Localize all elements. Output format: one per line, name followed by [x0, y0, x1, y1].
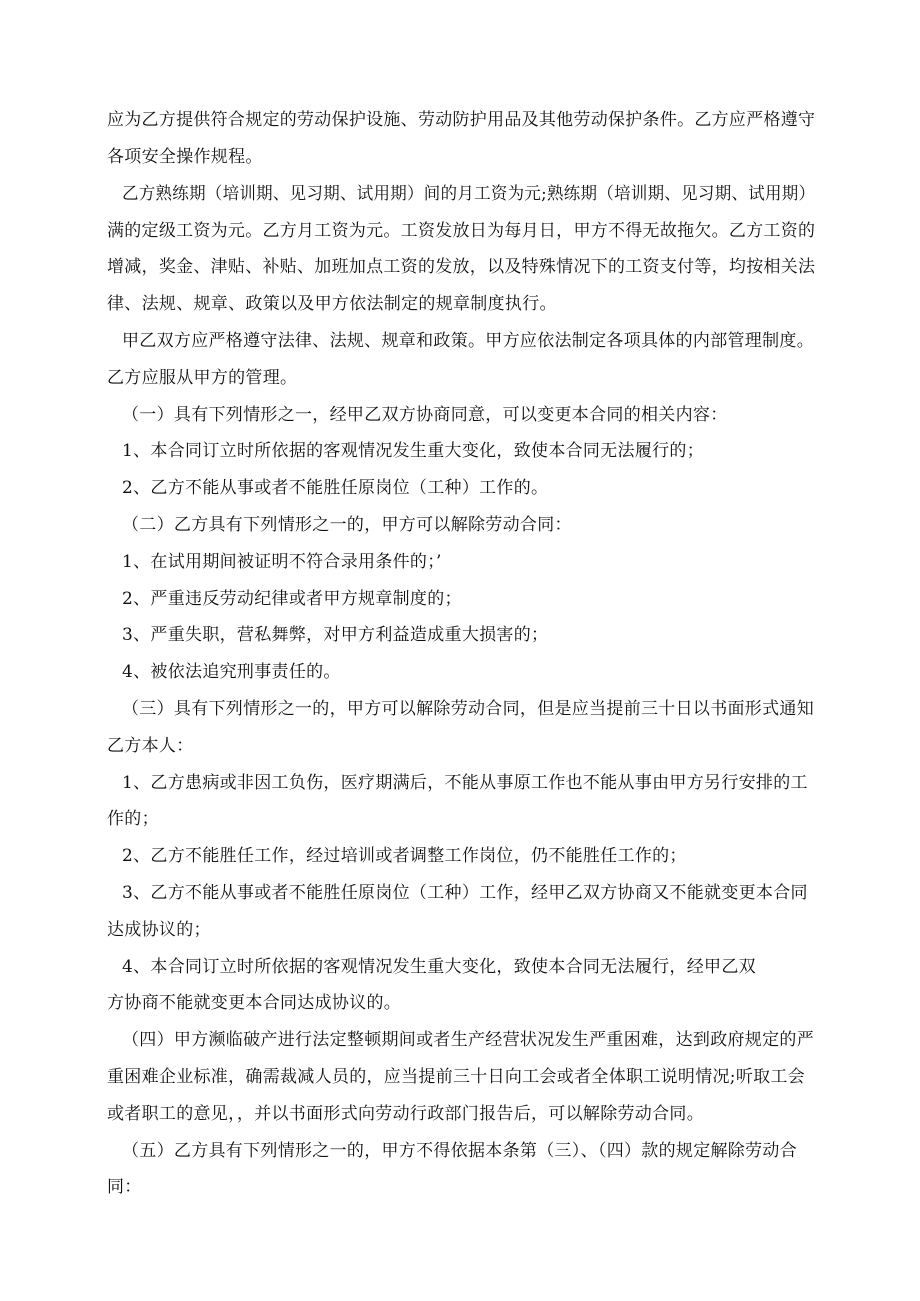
text-line: 3、乙方不能从事或者不能胜任原岗位（工种）工作，经甲乙双方协商又不能就变更本合同 [122, 883, 808, 903]
text-line: 1、乙方患病或非因工负伤，医疗期满后，不能从事原工作也不能从事由甲方另行安排的工 [122, 773, 808, 793]
text-line: 满的定级工资为元。乙方月工资为元。工资发放日为每月日，甲方不得无故拖欠。乙方工资的 [107, 221, 816, 241]
text-line: 3、严重失职，营私舞弊，对甲方利益造成重大损害的； [122, 625, 549, 645]
text-line: 4、本合同订立时所依据的客观情况发生重大变化，致使本合同无法履行，经甲乙双 [122, 957, 756, 977]
text-line: 2、乙方不能从事或者不能胜任原岗位（工种）工作的。 [122, 478, 549, 498]
text-line: 达成协议的； [107, 920, 211, 940]
text-line: 增减，奖金、津贴、补贴、加班加点工资的发放，以及特殊情况下的工资支付等，均按相关法 [107, 257, 816, 277]
text-line: 4、被依法追究刑事责任的。 [122, 662, 341, 682]
text-line: 重困难企业标准，确需裁减人员的，应当提前三十日向工会或者全体职工说明情况;听取工会 [107, 1067, 806, 1087]
text-line: 律、法规、规章、政策以及甲方依法制定的规章制度执行。 [107, 294, 557, 314]
text-line: （一）具有下列情形之一，经甲乙双方协商同意，可以变更本合同的相关内容： [122, 405, 728, 425]
text-line: 方协商不能就变更本合同达成协议的。 [107, 993, 402, 1013]
text-line: （四）甲方濒临破产进行法定整顿期间或者生产经营状况发生严重困难，达到政府规定的严 [122, 1030, 814, 1050]
text-line: （三）具有下列情形之一的，甲方可以解除劳动合同，但是应当提前三十日以书面形式通知 [122, 699, 814, 719]
text-line: （五）乙方具有下列情形之一的，甲方不得依据本条第（三）、（四）款的规定解除劳动合 [122, 1141, 797, 1161]
text-line: 乙方应服从甲方的管理。 [107, 368, 298, 388]
text-line: 2、乙方不能胜任工作，经过培训或者调整工作岗位，仍不能胜任工作的； [122, 846, 687, 866]
text-line: 作的； [107, 809, 159, 829]
text-line: 1、本合同订立时所依据的客观情况发生重大变化，致使本合同无法履行的； [122, 441, 705, 461]
text-line: 甲乙双方应严格遵守法律、法规、规章和政策。甲方应依法制定各项具体的内部管理制度。 [122, 331, 814, 351]
text-line: 同： [107, 1177, 142, 1197]
text-line: 1、在试用期间被证明不符合录用条件的；’ [122, 552, 442, 572]
text-line: 应为乙方提供符合规定的劳动保护设施、劳动防护用品及其他劳动保护条件。乙方应严格遵守 [107, 110, 816, 130]
text-line: 2、严重违反劳动纪律或者甲方规章制度的； [122, 589, 462, 609]
text-line: 乙方本人： [107, 736, 194, 756]
text-line: （二）乙方具有下列情形之一的，甲方可以解除劳动合同： [122, 515, 572, 535]
text-line: 各项安全操作规程。 [107, 147, 263, 167]
text-line: 或者职工的意见，，并以书面形式向劳动行政部门报告后，可以解除劳动合同。 [107, 1104, 704, 1124]
text-line: 乙方熟练期（培训期、见习期、试用期）间的月工资为元;熟练期（培训期、见习期、试用期） [122, 184, 816, 204]
